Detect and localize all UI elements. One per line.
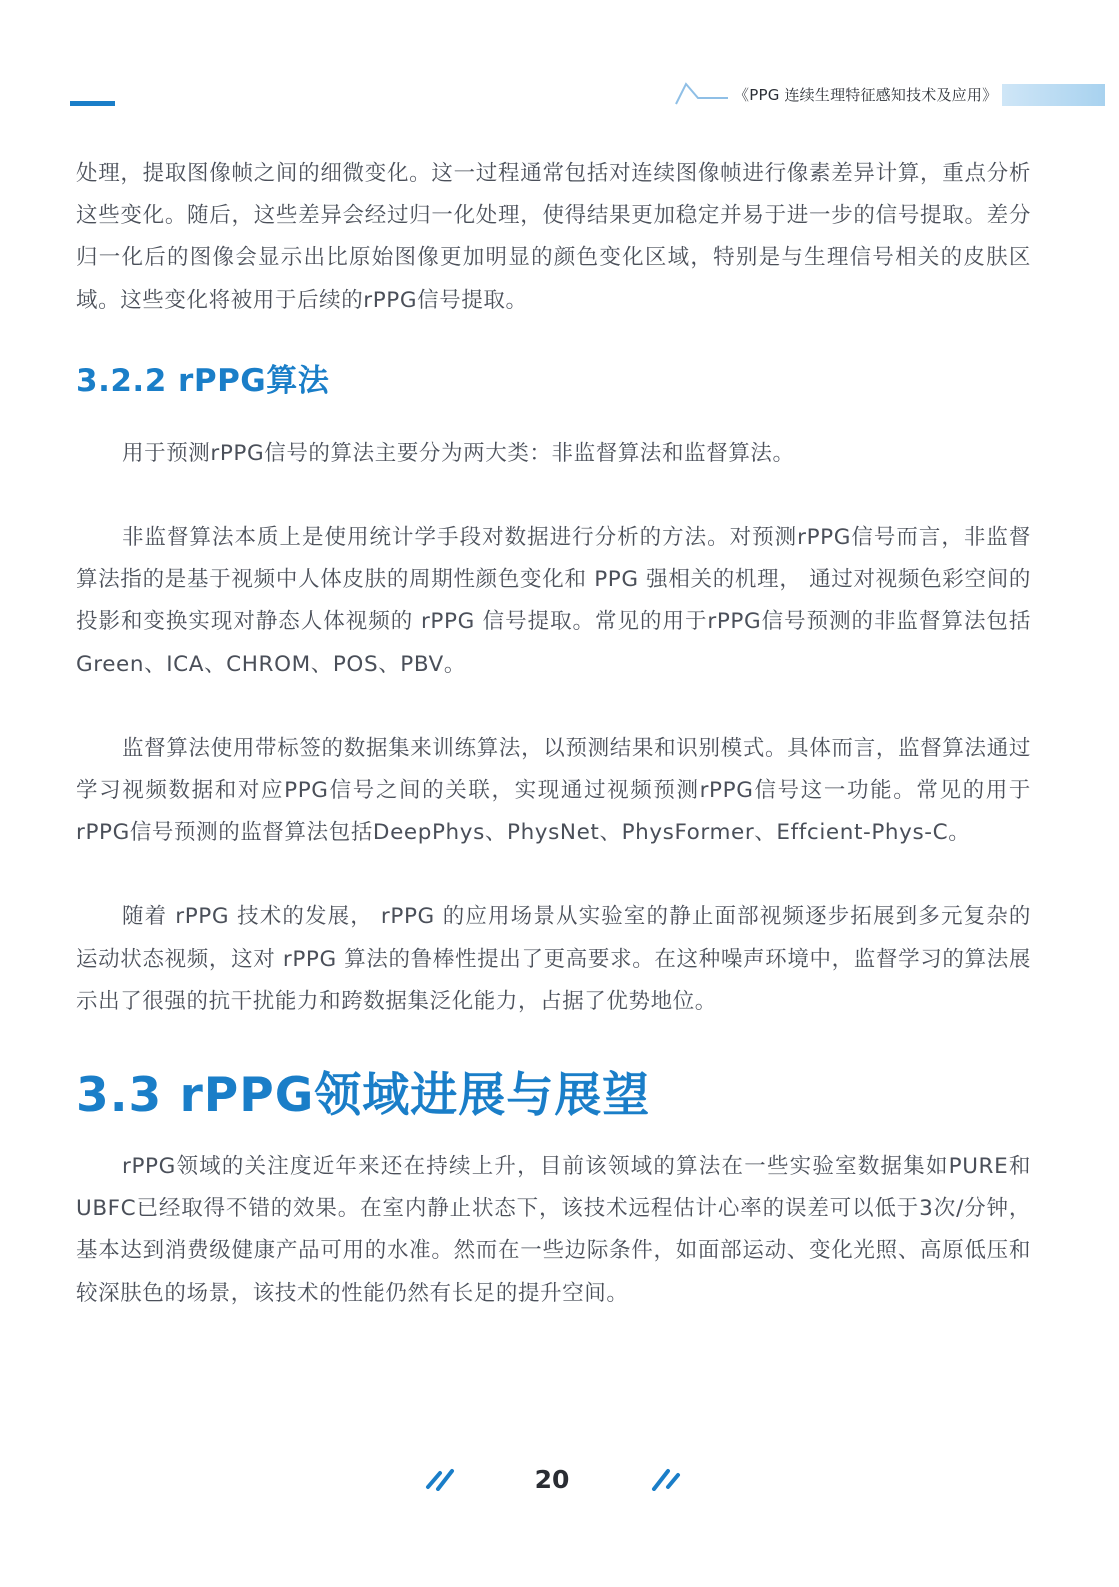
running-header-title: 《PPG 连续生理特征感知技术及应用》 (734, 86, 998, 104)
paragraph-progress-outlook: rPPG领域的关注度近年来还在持续上升，目前该领域的算法在一些实验室数据集如PURE和UBFC已经取得不错的效果。在室内静止状态下，该技术远程估计心率的误差可以低于3次/分钟，基本达到消费级健康产品可用的水准。然而在一些边际条件，如面部运动、变化光照、高原低压和较深肤色的场景，该技术的性能仍然有长足的提升空间。 (76, 1154, 1031, 1306)
header-accent-bar (70, 101, 115, 106)
page-header (0, 0, 1119, 120)
page-footer (0, 1455, 1119, 1515)
heading-3-2-2: 3.2.2 rPPG算法 (76, 362, 330, 399)
header-wave-line (676, 84, 728, 104)
paragraph-algorithm-categories: 用于预测rPPG信号的算法主要分为两大类：非监督算法和监督算法。 (122, 440, 795, 466)
heading-3-3: 3.3 rPPG领域进展与展望 (76, 1068, 651, 1124)
footer-slash-left-icon (424, 1467, 456, 1491)
paragraph-unsupervised: 非监督算法本质上是使用统计学手段对数据进行分析的方法。对预测rPPG信号而言，非监督算法指的是基于视频中人体皮肤的周期性颜色变化和 PPG 强相关的机理， 通过对视频色彩空间的投影和变换实现对静态人体视频的 rPPG 信号提取。常见的用于rPPG信号预测的非监督算法包括Green、ICA、CHROM、POS、PBV。 (76, 525, 1031, 677)
page-body (76, 153, 1031, 1315)
footer-slash-right-icon (650, 1467, 682, 1491)
paragraph-robustness: 随着 rPPG 技术的发展， rPPG 的应用场景从实验室的静止面部视频逐步拓展到多元复杂的运动状态视频，这对 rPPG 算法的鲁棒性提出了更高要求。在这种噪声环境中，监督学习的算法展示出了很强的抗干扰能力和跨数据集泛化能力，占据了优势地位。 (76, 904, 1031, 1014)
paragraph-differencing: 处理，提取图像帧之间的细微变化。这一过程通常包括对连续图像帧进行像素差异计算，重点分析这些变化。随后，这些差异会经过归一化处理，使得结果更加稳定并易于进一步的信号提取。差分归一化后的图像会显示出比原始图像更加明显的颜色变化区域，特别是与生理信号相关的皮肤区域。这些变化将被用于后续的rPPG信号提取。 (76, 161, 1031, 313)
paragraph-supervised: 监督算法使用带标签的数据集来训练算法，以预测结果和识别模式。具体而言，监督算法通过学习视频数据和对应PPG信号之间的关联，实现通过视频预测rPPG信号这一功能。常见的用于rPPG信号预测的监督算法包括DeepPhys、PhysNet、PhysFormer、Effcient-Phys-C。 (76, 735, 1031, 846)
page-number: 20 (534, 1465, 570, 1494)
header-gradient-block (1002, 84, 1105, 106)
